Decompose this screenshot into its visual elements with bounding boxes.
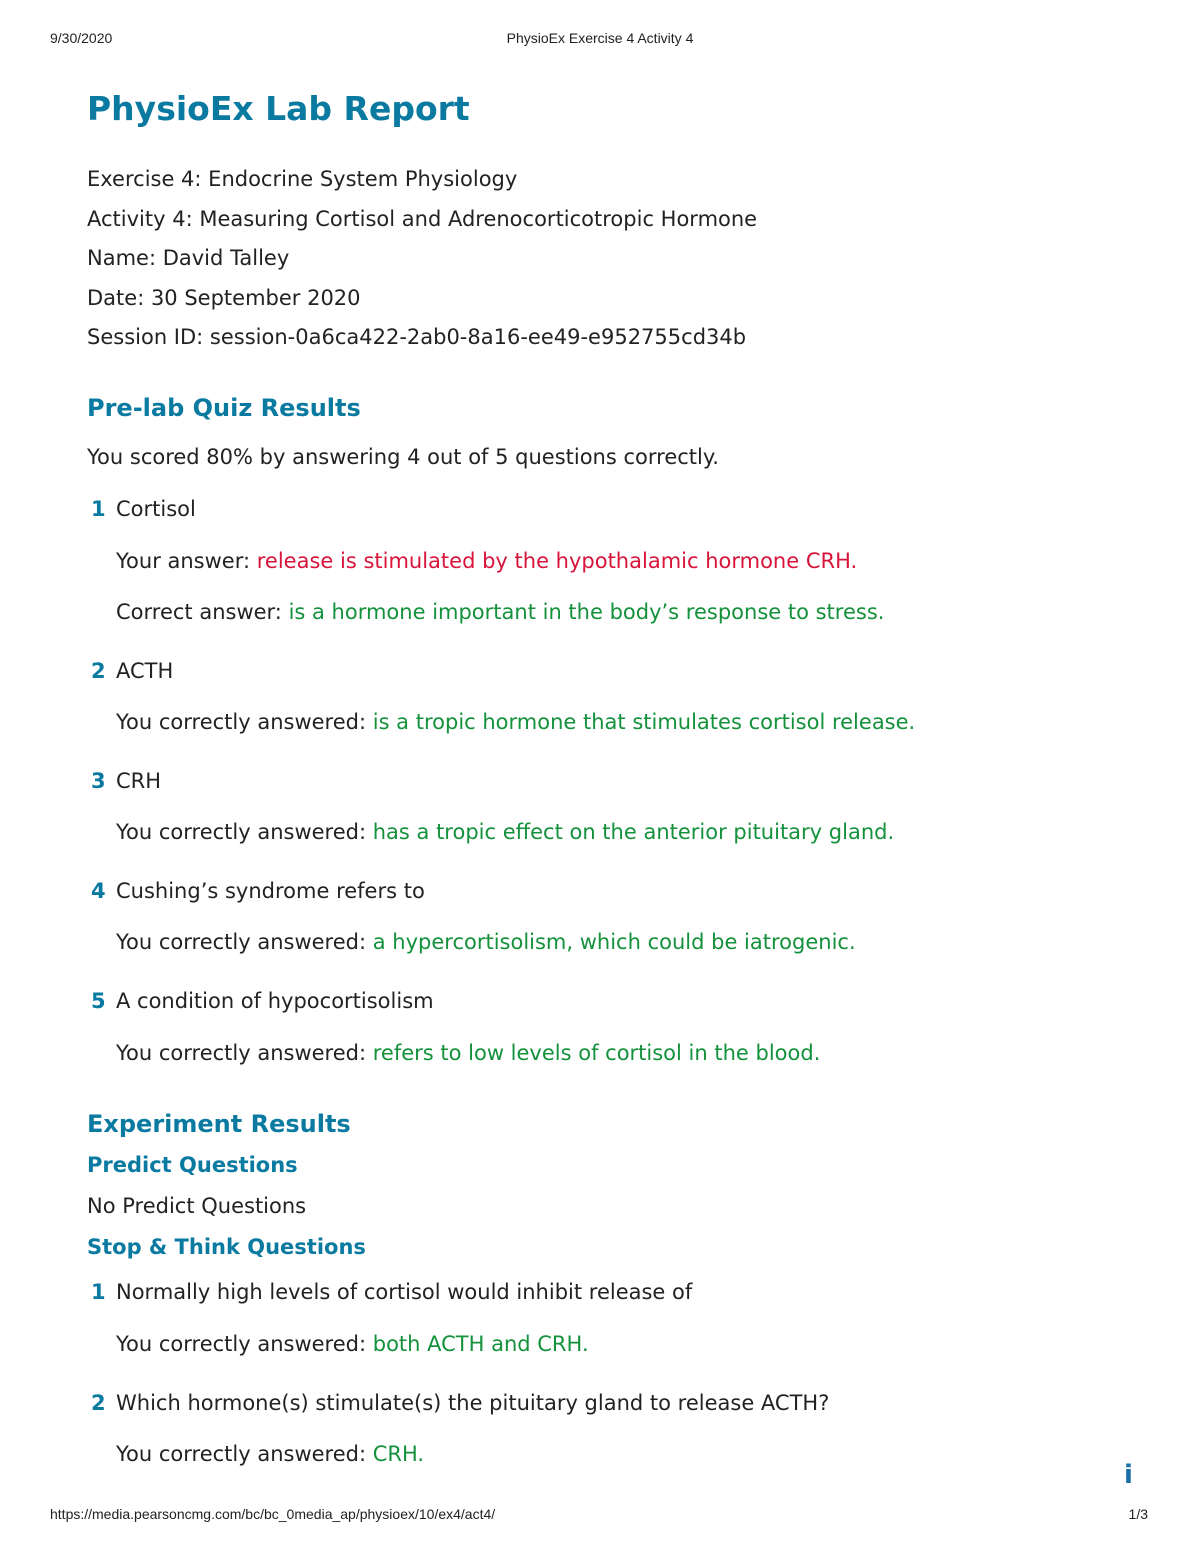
question-number: 2 (91, 1390, 106, 1415)
question-number: 1 (91, 1279, 106, 1304)
page-number: 1/3 (1128, 1506, 1148, 1522)
question-number: 2 (91, 658, 106, 683)
answer-label: You correctly answered: (116, 709, 373, 734)
stop-think-question-1 (87, 1277, 1147, 1307)
page-url: https://media.pearsoncmg.com/bc/bc_0media_ap/physioex/10/ex4/act4/ (50, 1506, 496, 1522)
info-icon[interactable]: i (1124, 1460, 1133, 1490)
prelab-score: You scored 80% by answering 4 out of 5 questions correctly. (87, 444, 719, 469)
question-text: Normally high levels of cortisol would inhibit release of (116, 1279, 693, 1304)
experiment-heading: Experiment Results (87, 1109, 351, 1138)
report-title: PhysioEx Lab Report (87, 89, 470, 128)
report-meta (87, 160, 1147, 358)
answer-label: You correctly answered: (116, 1441, 373, 1466)
answer (116, 707, 1147, 737)
stop-think-heading: Stop & Think Questions (87, 1234, 366, 1259)
answer-label: You correctly answered: (116, 1331, 373, 1356)
answer (116, 1038, 1147, 1068)
question-text: Cortisol (116, 496, 196, 521)
answer-text: is a tropic hormone that stimulates cortisol release. (372, 709, 916, 734)
meta-activity: Activity 4: Measuring Cortisol and Adrenocorticotropic Hormone (87, 206, 758, 231)
correct-answer (116, 597, 1147, 627)
answer-label: You correctly answered: (116, 1040, 373, 1065)
answer-label: You correctly answered: (116, 819, 373, 844)
question-text: Which hormone(s) stimulate(s) the pituitary gland to release ACTH? (116, 1390, 830, 1415)
stop-think-question-2 (87, 1388, 1147, 1418)
answer-text: refers to low levels of cortisol in the blood. (372, 1040, 821, 1065)
question-text: A condition of hypocortisolism (116, 988, 434, 1013)
print-header (0, 30, 1200, 50)
question-number: 4 (91, 878, 106, 903)
answer (116, 817, 1147, 847)
answer (116, 1329, 1147, 1359)
correct-answer-label: Correct answer: (116, 599, 289, 624)
your-answer-text: release is stimulated by the hypothalamic hormone CRH. (256, 548, 858, 573)
correct-answer-text: is a hormone important in the body’s response to stress. (288, 599, 885, 624)
answer-text: CRH. (372, 1441, 425, 1466)
question-number: 1 (91, 496, 106, 521)
print-footer (0, 1506, 1200, 1526)
your-answer-label: Your answer: (116, 548, 257, 573)
report-content (87, 86, 1147, 1469)
answer (116, 1439, 1147, 1469)
prelab-question-1 (87, 494, 1147, 524)
question-number: 5 (91, 988, 106, 1013)
print-title: PhysioEx Exercise 4 Activity 4 (506, 30, 694, 46)
answer-label: You correctly answered: (116, 929, 373, 954)
meta-session-id: Session ID: session-0a6ca422-2ab0-8a16-ee49-e952755cd34b (87, 325, 747, 349)
print-date: 9/30/2020 (50, 30, 113, 46)
predict-heading: Predict Questions (87, 1152, 298, 1177)
meta-date: Date: 30 September 2020 (87, 285, 361, 310)
prelab-heading: Pre-lab Quiz Results (87, 393, 361, 422)
meta-exercise: Exercise 4: Endocrine System Physiology (87, 167, 518, 191)
answer-text: has a tropic effect on the anterior pituitary gland. (372, 819, 895, 844)
prelab-question-3 (87, 766, 1147, 796)
question-text: ACTH (116, 658, 174, 683)
question-number: 3 (91, 768, 106, 793)
prelab-question-2 (87, 656, 1147, 686)
predict-text: No Predict Questions (87, 1193, 307, 1218)
question-text: CRH (116, 768, 162, 793)
question-text: Cushing’s syndrome refers to (116, 878, 425, 903)
meta-name: Name: David Talley (87, 246, 290, 270)
prelab-question-5 (87, 986, 1147, 1016)
your-answer (116, 546, 1147, 576)
answer-text: a hypercortisolism, which could be iatrogenic. (372, 929, 856, 954)
answer-text: both ACTH and CRH. (372, 1331, 589, 1356)
prelab-question-4 (87, 876, 1147, 906)
answer (116, 927, 1147, 957)
